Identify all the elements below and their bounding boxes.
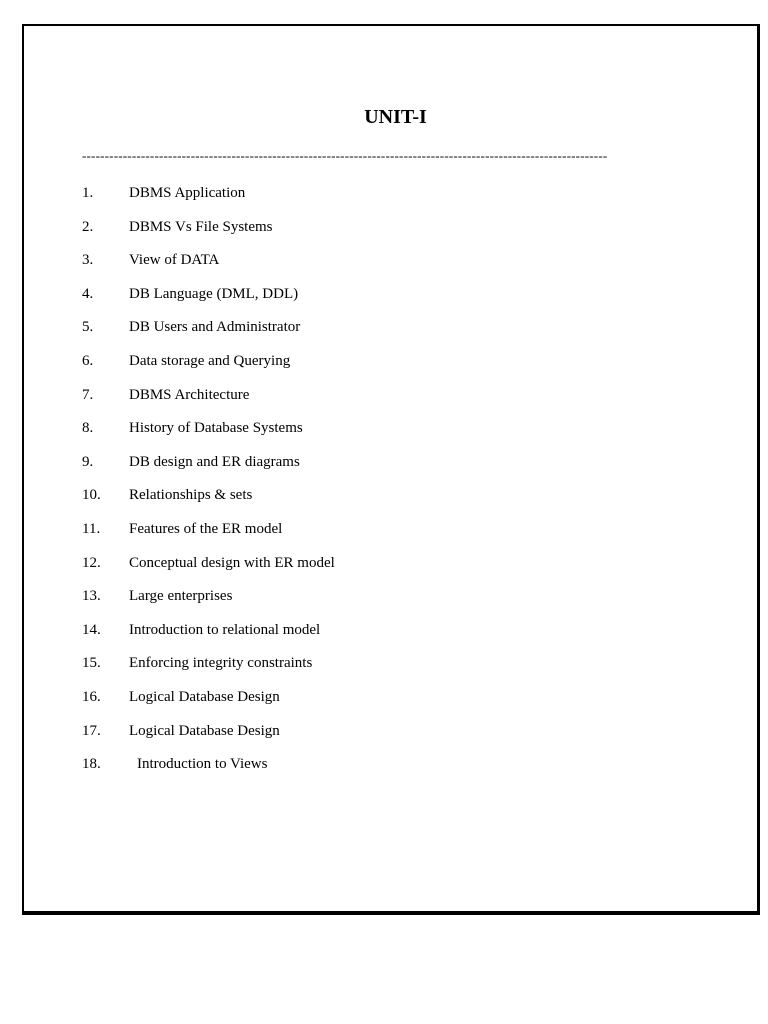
item-label: DBMS Application — [129, 185, 246, 201]
item-label: History of Database Systems — [129, 420, 303, 437]
item-number: 3. — [82, 252, 94, 269]
item-number: 17. — [82, 722, 101, 739]
item-number: 4. — [82, 285, 94, 302]
item-number: 11. — [82, 520, 101, 537]
item-number: 8. — [82, 420, 94, 437]
item-label: Introduction to relational model — [129, 621, 321, 638]
list-item — [82, 419, 335, 453]
item-number: 10. — [82, 487, 101, 504]
item-label: Introduction to Views — [137, 756, 268, 773]
list-item — [82, 520, 335, 554]
item-label: Logical Database Design — [129, 688, 280, 705]
item-label: Logical Database Design — [129, 722, 280, 739]
item-number: 2. — [82, 218, 94, 235]
item-number: 9. — [82, 453, 94, 470]
item-number: 13. — [82, 588, 101, 605]
list-item — [82, 386, 335, 420]
item-number: 12. — [82, 554, 101, 571]
list-item — [82, 587, 335, 621]
list-item — [82, 722, 335, 756]
list-item — [82, 453, 335, 487]
item-label: Features of the ER model — [129, 520, 283, 537]
item-label: Data storage and Querying — [129, 352, 291, 369]
list-item — [82, 654, 335, 688]
page-frame — [22, 24, 760, 915]
item-label: Enforcing integrity constraints — [129, 655, 313, 672]
list-item — [82, 486, 335, 520]
list-item — [82, 218, 335, 252]
item-label: DB Users and Administrator — [129, 319, 301, 336]
item-label: Conceptual design with ER model — [129, 554, 335, 571]
item-label: Large enterprises — [129, 588, 233, 605]
item-number: 6. — [82, 352, 94, 369]
list-item — [82, 318, 335, 352]
list-item — [82, 352, 335, 386]
item-number: 5. — [82, 319, 94, 336]
list-item — [82, 285, 335, 319]
list-item — [82, 755, 335, 789]
list-item — [82, 184, 335, 218]
item-number: 7. — [82, 386, 94, 403]
item-number: 15. — [82, 655, 101, 672]
item-label: Relationships & sets — [129, 487, 253, 504]
item-label: View of DATA — [129, 252, 220, 269]
page-title: UNIT-I — [364, 106, 427, 128]
list-item — [82, 554, 335, 588]
list-item — [82, 621, 335, 655]
item-label: DB design and ER diagrams — [129, 453, 300, 470]
list-item — [82, 251, 335, 285]
list-item — [82, 688, 335, 722]
item-number: 16. — [82, 688, 101, 705]
item-number: 14. — [82, 621, 101, 638]
item-number: 1. — [82, 185, 94, 201]
item-number: 18. — [82, 756, 101, 773]
item-label: DBMS Vs File Systems — [129, 218, 273, 235]
item-label: DB Language (DML, DDL) — [129, 285, 299, 302]
topic-list — [82, 184, 335, 789]
dashed-divider: -------------------------------------------------------------------------------------------------------------------- — [82, 148, 608, 163]
item-label: DBMS Architecture — [129, 386, 250, 403]
